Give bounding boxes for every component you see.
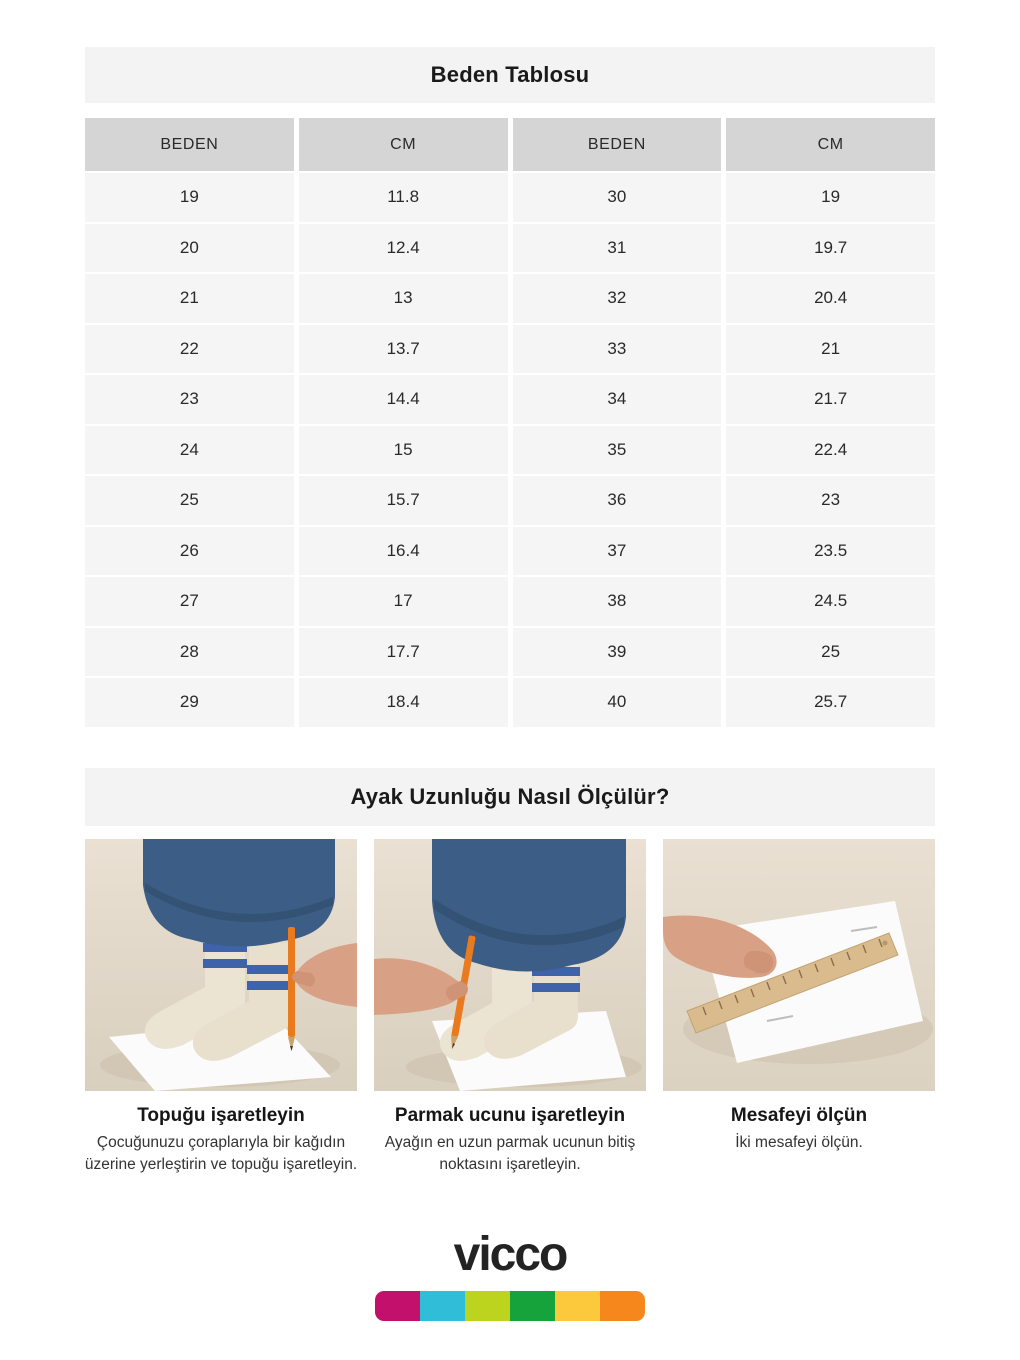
table-cell: 22: [85, 325, 294, 374]
table-cell: 34: [513, 375, 722, 424]
table-cell: 30: [513, 173, 722, 222]
table-cell: 25: [726, 628, 935, 677]
table-cell: 23.5: [726, 527, 935, 576]
table-cell: 39: [513, 628, 722, 677]
table-cell: 24.5: [726, 577, 935, 626]
brand-bar-segment: [465, 1291, 510, 1321]
brand-footer: [85, 1227, 935, 1321]
step-description: Ayağın en uzun parmak ucunun bitiş noktasını işaretleyin.: [384, 1133, 636, 1173]
table-cell: 25.7: [726, 678, 935, 727]
step-card-mark-heel: [85, 839, 357, 1176]
table-cell: 23: [85, 375, 294, 424]
table-cell: 21: [85, 274, 294, 323]
table-cell: 20: [85, 224, 294, 273]
table-cell: 22.4: [726, 426, 935, 475]
brand-color-bar: [375, 1291, 645, 1321]
table-cell: 25: [85, 476, 294, 525]
table-cell: 19: [726, 173, 935, 222]
table-cell: 26: [85, 527, 294, 576]
vicco-logo: vicco: [453, 1227, 567, 1281]
measure-distance-photo: [663, 839, 935, 1091]
step-title: Topuğu işaretleyin: [137, 1104, 305, 1126]
step-card-mark-toe: [374, 839, 646, 1176]
table-cell: 38: [513, 577, 722, 626]
table-cell: 29: [85, 678, 294, 727]
table-cell: 32: [513, 274, 722, 323]
table-cell: 37: [513, 527, 722, 576]
brand-bar-segment: [375, 1291, 420, 1321]
table-cell: 19: [85, 173, 294, 222]
table-cell: 17.7: [299, 628, 508, 677]
table-cell: 33: [513, 325, 722, 374]
brand-bar-segment: [420, 1291, 465, 1321]
table-cell: 31: [513, 224, 722, 273]
step-card-measure: [663, 839, 935, 1176]
table-cell: 13: [299, 274, 508, 323]
brand-bar-segment: [600, 1291, 645, 1321]
table-cell: 27: [85, 577, 294, 626]
table-cell: 36: [513, 476, 722, 525]
table-cell: 15.7: [299, 476, 508, 525]
brand-bar-segment: [510, 1291, 555, 1321]
mark-toe-photo: [374, 839, 646, 1091]
pencil: [288, 927, 295, 1051]
table-cell: 11.8: [299, 173, 508, 222]
brand-bar-segment: [555, 1291, 600, 1321]
table-header-cell: CM: [726, 118, 935, 171]
jeans: [143, 839, 335, 947]
table-cell: 13.7: [299, 325, 508, 374]
jeans: [432, 839, 626, 972]
page-title: Beden Tablosu: [85, 47, 935, 103]
step-title: Parmak ucunu işaretleyin: [394, 1104, 626, 1126]
table-header-cell: BEDEN: [513, 118, 722, 171]
step-description: Çocuğunuzu çoraplarıyla bir kağıdın üzerine yerleştirin ve topuğu işaretleyin.: [84, 1133, 358, 1173]
table-cell: 23: [726, 476, 935, 525]
step-description: İki mesafeyi ölçün.: [735, 1133, 863, 1151]
table-cell: 40: [513, 678, 722, 727]
table-cell: 12.4: [299, 224, 508, 273]
size-table: [85, 118, 935, 727]
table-cell: 15: [299, 426, 508, 475]
table-cell: 28: [85, 628, 294, 677]
measurement-steps: [85, 839, 935, 1176]
table-cell: 21: [726, 325, 935, 374]
table-cell: 18.4: [299, 678, 508, 727]
mark-heel-photo: [85, 839, 357, 1091]
table-cell: 14.4: [299, 375, 508, 424]
table-cell: 24: [85, 426, 294, 475]
step-title: Mesafeyi ölçün: [730, 1104, 868, 1126]
table-cell: 20.4: [726, 274, 935, 323]
table-header-cell: CM: [299, 118, 508, 171]
table-cell: 19.7: [726, 224, 935, 273]
table-cell: 21.7: [726, 375, 935, 424]
table-cell: 16.4: [299, 527, 508, 576]
table-cell: 17: [299, 577, 508, 626]
table-header-cell: BEDEN: [85, 118, 294, 171]
table-cell: 35: [513, 426, 722, 475]
section-title: Ayak Uzunluğu Nasıl Ölçülür?: [85, 768, 935, 826]
